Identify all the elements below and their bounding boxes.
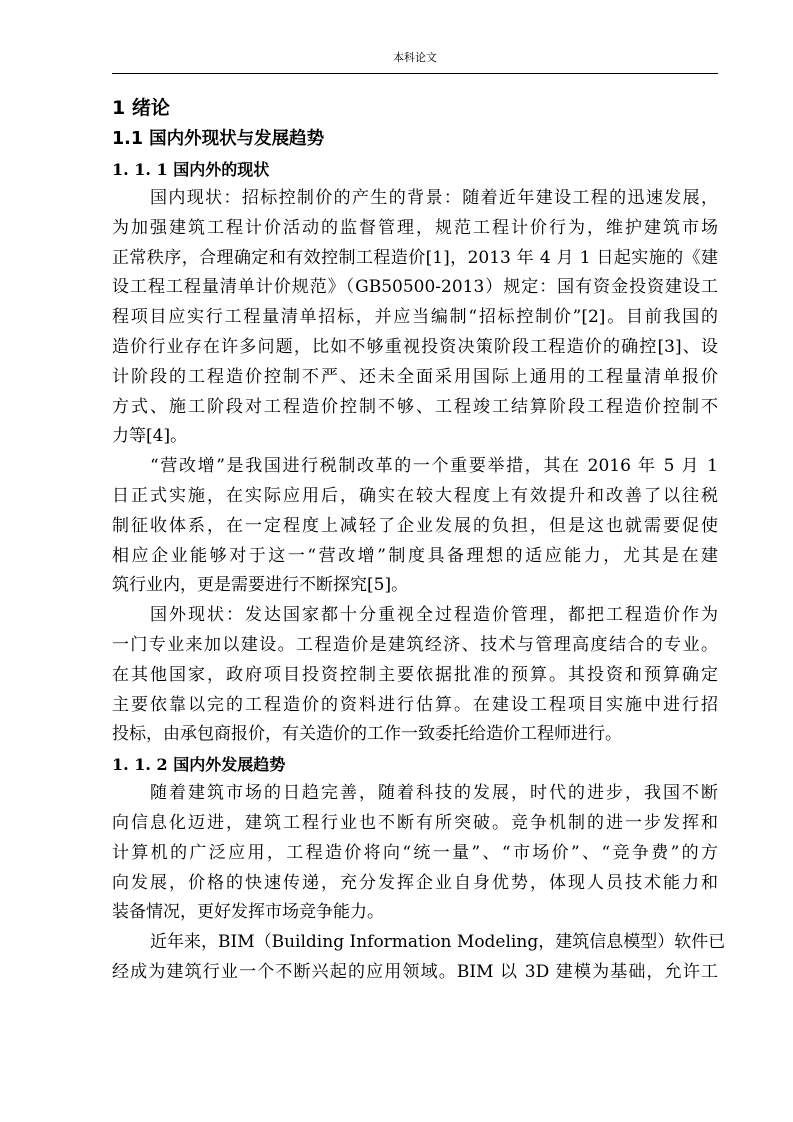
paragraph-line: “营改增”是我国进行税制改革的一个重要举措，其在 2016 年 5 月 1: [150, 456, 718, 477]
paragraph-line: 经成为建筑行业一个不断兴起的应用领域。BIM 以 3D 建模为基础，允许工: [112, 961, 718, 982]
paragraph-line: 力等[4]。: [112, 426, 188, 447]
paragraph-line: 计阶段的工程造价控制不严、还未全面采用国际上通用的工程量清单报价: [112, 366, 718, 387]
paragraph-line: 筑行业内，更是需要进行不断探究[5]。: [112, 575, 409, 596]
paragraph-bim: [112, 928, 726, 988]
paragraph-line: 设工程工程量清单计价规范》（GB50500-2013）规定：国有资金投资建设工: [112, 277, 718, 298]
paragraph-line: 国内现状：招标控制价的产生的背景：随着近年建设工程的迅速发展，: [150, 188, 718, 208]
paragraph-development-trend: [112, 779, 718, 928]
header-rule: [112, 73, 718, 74]
paragraph-line: 国外现状：发达国家都十分重视全过程造价管理，都把工程造价作为: [150, 605, 718, 626]
section-heading-1-1: 1.1 国内外现状与发展趋势: [112, 129, 325, 149]
paragraph-line: 在其他国家，政府项目投资控制主要依据批准的预算。其投资和预算确定: [112, 664, 718, 685]
paragraph-domestic-status: [112, 184, 718, 452]
paragraph-line: 随着建筑市场的日趋完善，随着科技的发展，时代的进步，我国不断: [150, 783, 718, 804]
paragraph-line: 一门专业来加以建设。工程造价是建筑经济、技术与管理高度结合的专业。: [112, 634, 718, 655]
paragraph-line: 向信息化迈进，建筑工程行业也不断有所突破。竞争机制的进一步发挥和: [112, 812, 718, 833]
paragraph-line: 为加强建筑工程计价活动的监督管理，规范工程计价行为，维护建筑市场: [112, 217, 718, 238]
paragraph-line: 近年来，BIM（Building Information Modeling，建筑信息模型）软件已: [150, 932, 726, 953]
chapter-title: 1 绪论: [112, 97, 170, 119]
running-header: 本科论文: [393, 51, 437, 64]
paragraph-line: 日正式实施，在实际应用后，确实在较大程度上有效提升和改善了以往税: [112, 485, 718, 506]
paragraph-line: 正常秩序，合理确定和有效控制工程造价[1]，2013 年 4 月 1 日起实施的《建: [112, 247, 718, 268]
subsection-heading-1-1-2: 1. 1. 2 国内外发展趋势: [112, 755, 286, 775]
paragraph-line: 主要依靠以完的工程造价的资料进行估算。在建设工程项目实施中进行招: [112, 694, 718, 715]
subsection-heading-1-1-1: 1. 1. 1 国内外的现状: [112, 160, 270, 179]
paragraph-vat-reform: [112, 452, 718, 601]
paragraph-line: 程项目应实行工程量清单招标，并应当编制“招标控制价”[2]。目前我国的: [112, 307, 718, 328]
paragraph-line: 方式、施工阶段对工程造价控制不够、工程竣工结算阶段工程造价控制不: [112, 396, 718, 417]
paragraph-foreign-status: [112, 601, 718, 750]
paragraph-line: 向发展，价格的快速传递，充分发挥企业自身优势，体现人员技术能力和: [112, 872, 718, 893]
paragraph-line: 装备情况，更好发挥市场竞争能力。: [112, 902, 384, 923]
paragraph-line: 投标，由承包商报价，有关造价的工作一致委托给造价工程师进行。: [112, 724, 622, 745]
paragraph-line: 相应企业能够对于这一“营改增”制度具备理想的适应能力，尤其是在建: [112, 545, 718, 566]
page-body: [112, 92, 726, 988]
paragraph-line: 造价行业存在许多问题，比如不够重视投资决策阶段工程造价的确控[3]、设: [112, 336, 718, 357]
paragraph-line: 计算机的广泛应用，工程造价将向“统一量”、“市场价”、“竞争费”的方: [112, 842, 718, 863]
paragraph-line: 制征收体系，在一定程度上减轻了企业发展的负担，但是这也就需要促使: [112, 515, 718, 536]
